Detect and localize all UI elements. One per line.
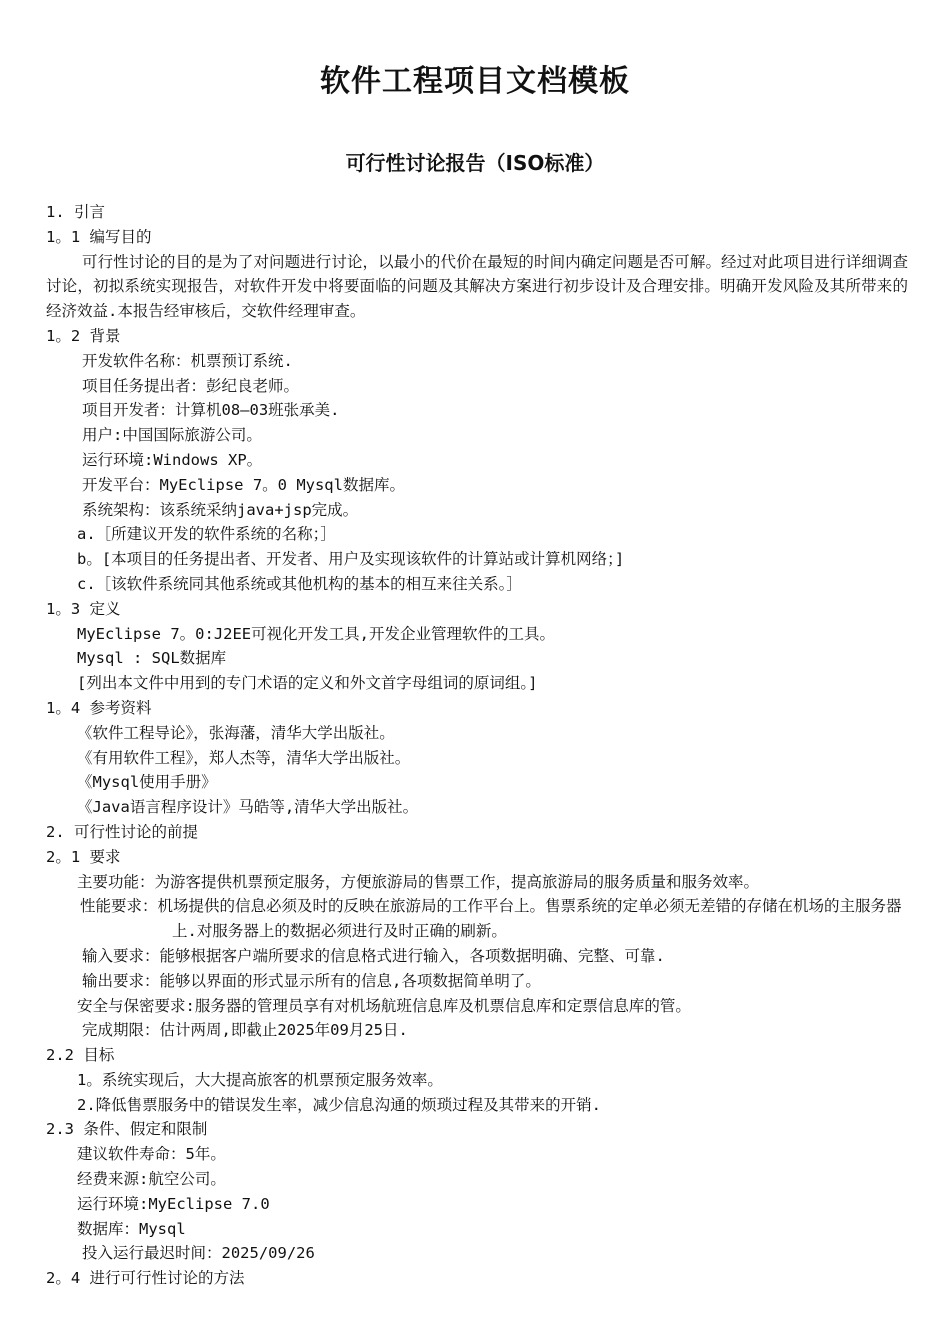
subsection-heading-2-4: 2。4 进行可行性讨论的方法 — [46, 1269, 245, 1288]
requirement-line: 完成期限：估计两周,即截止2025年09月25日. — [82, 1021, 408, 1040]
report-subtitle: 可行性讨论报告（ISO标准） — [345, 151, 605, 175]
background-line: 系统架构：该系统采纳java+jsp完成。 — [82, 500, 359, 519]
condition-line: 建议软件寿命：5年。 — [77, 1145, 226, 1164]
requirement-line: 输出要求：能够以界面的形式显示所有的信息,各项数据简单明了。 — [82, 971, 541, 990]
subsection-heading-1-3: 1。3 定义 — [46, 599, 121, 618]
background-line: 运行环境:Windows XP。 — [82, 450, 263, 469]
condition-line: 数据库：Mysql — [77, 1219, 186, 1238]
background-line: 开发平台：MyEclipse 7。0 Mysql数据库。 — [82, 475, 405, 494]
requirement-line: 输入要求：能够根据客户端所要求的信息格式进行输入，各项数据明确、完整、可靠. — [82, 946, 665, 965]
document-title: 软件工程项目文档模板 — [320, 64, 630, 99]
definition-line: MyEclipse 7。0:J2EE可视化开发工具,开发企业管理软件的工具。 — [77, 624, 555, 643]
purpose-paragraph: 可行性讨论的目的是为了对问题进行讨论，以最小的代价在最短的时间内确定问题是否可解。经过对此项目进行详细调查讨论，初拟系统实现报告，对软件开发中将要面临的问题及其解决方案进行初步设计及合理安排。明确开发风险及其所带来的经济效益.本报告经审核后，交软件经理审查。 — [46, 252, 908, 321]
goal-item: 2.降低售票服务中的错误发生率，减少信息沟通的烦琐过程及其带来的开销. — [77, 1095, 601, 1114]
reference-item: 《有用软件工程》，郑人杰等，清华大学出版社。 — [77, 748, 411, 767]
document-body — [46, 200, 908, 1291]
requirement-line: 安全与保密要求:服务器的管理员享有对机场航班信息库及机票信息库和定票信息库的管。 — [77, 996, 691, 1015]
subsection-heading-1-4: 1。4 参考资料 — [46, 698, 152, 717]
background-note: c.［该软件系统同其他系统或其他机构的基本的相互来往关系。］ — [77, 574, 522, 593]
definition-line: [列出本文件中用到的专门术语的定义和外文首字母组词的原词组。] — [77, 674, 538, 693]
section-heading-1: 1. 引言 — [46, 203, 105, 221]
background-note: a.［所建议开发的软件系统的名称；］ — [77, 525, 336, 544]
condition-line: 投入运行最迟时间：2025/09/26 — [82, 1244, 315, 1263]
definition-line: Mysql : SQL数据库 — [77, 649, 227, 668]
subsection-heading-1-2: 1。2 背景 — [46, 326, 121, 345]
condition-line: 运行环境:MyEclipse 7.0 — [77, 1194, 270, 1213]
background-line: 项目任务提出者：彭纪良老师。 — [82, 376, 300, 395]
requirement-performance: 性能要求：机场提供的信息必须及时的反映在旅游局的工作平台上。售票系统的定单必须无差错的存储在机场的主服务器上.对服务器上的数据必须进行及时正确的刷新。 — [80, 897, 902, 941]
subsection-heading-2-1: 2。1 要求 — [46, 847, 121, 866]
subsection-heading-2-3: 2.3 条件、假定和限制 — [46, 1120, 208, 1139]
condition-line: 经费来源:航空公司。 — [77, 1170, 226, 1189]
background-line: 开发软件名称：机票预订系统. — [82, 351, 293, 370]
background-line: 用户:中国国际旅游公司。 — [82, 426, 262, 445]
subsection-heading-1-1: 1。1 编写目的 — [46, 227, 152, 246]
background-line: 项目开发者：计算机08—03班张承美. — [82, 401, 340, 420]
requirement-main-function: 主要功能：为游客提供机票预定服务，方便旅游局的售票工作，提高旅游局的服务质量和服务效率。 — [77, 872, 760, 891]
reference-item: 《软件工程导论》，张海藩，清华大学出版社。 — [77, 723, 395, 742]
section-heading-2: 2. 可行性讨论的前提 — [46, 822, 198, 841]
goal-item: 1。系统实现后，大大提高旅客的机票预定服务效率。 — [77, 1070, 443, 1089]
reference-item: 《Mysql使用手册》 — [77, 773, 217, 792]
background-note: b。[本项目的任务提出者、开发者、用户及实现该软件的计算站或计算机网络；] — [77, 550, 625, 569]
subsection-heading-2-2: 2.2 目标 — [46, 1046, 115, 1065]
reference-item: 《Java语言程序设计》马皓等,清华大学出版社。 — [77, 798, 419, 817]
